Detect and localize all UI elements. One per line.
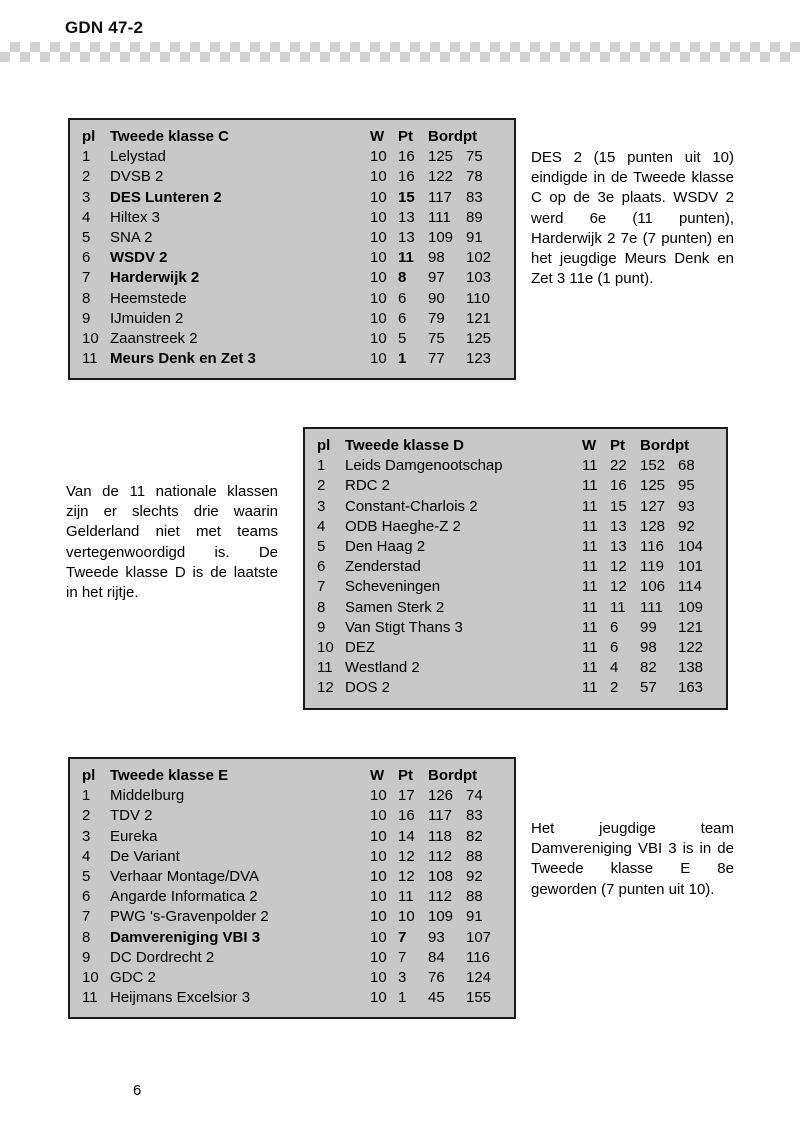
cell-bordpunten-voor: 117: [428, 188, 452, 206]
cell-bordpunten-voor: 126: [428, 787, 454, 805]
cell-position: 3: [317, 497, 326, 515]
table-row: [82, 329, 504, 349]
cell-bordpunten-voor: 98: [640, 639, 657, 657]
cell-bordpunten-voor: 117: [428, 807, 452, 825]
cell-position: 4: [82, 208, 91, 226]
cell-position: 11: [82, 350, 98, 368]
note-klasse-c: DES 2 (15 punten uit 10) eindigde in de Tweede klasse C op de 3e plaats. WSDV 2 werd 6e (11 punten), Harderwijk 2 7e (7 punten) en het jeugdige Meurs Denk en Zet 3 11e (1 punt).: [531, 149, 734, 288]
cell-team: Verhaar Montage/DVA: [110, 868, 259, 886]
table-row: [317, 618, 716, 638]
cell-bordpunten-voor: 118: [428, 827, 452, 845]
cell-bordpunten-voor: 84: [428, 948, 445, 966]
cell-wedstrijden: 10: [370, 289, 387, 307]
cell-position: 11: [82, 989, 98, 1007]
cell-punten: 1: [398, 350, 407, 368]
cell-bordpunten-tegen: 102: [466, 249, 492, 267]
cell-bordpunten-tegen: 91: [466, 229, 483, 247]
cell-wedstrijden: 10: [370, 148, 387, 166]
cell-punten: 13: [610, 538, 627, 556]
cell-bordpunten-voor: 127: [640, 497, 666, 515]
cell-bordpunten-tegen: 83: [466, 807, 483, 825]
cell-punten: 7: [398, 948, 407, 966]
cell-bordpunten-voor: 116: [640, 538, 664, 556]
table-row: [82, 847, 504, 867]
cell-bordpunten-tegen: 125: [466, 330, 492, 348]
cell-team: Samen Sterk 2: [345, 598, 445, 616]
table-row: [82, 309, 504, 329]
column-header-bordpt: Bordpt: [428, 767, 478, 784]
cell-bordpunten-tegen: 93: [678, 497, 695, 515]
cell-bordpunten-voor: 122: [428, 168, 454, 186]
cell-team: DC Dordrecht 2: [110, 948, 215, 966]
standings-grid: [317, 436, 716, 699]
column-header-pl: pl: [82, 128, 96, 145]
cell-bordpunten-tegen: 123: [466, 350, 492, 368]
cell-bordpunten-tegen: 78: [466, 168, 483, 186]
cell-bordpunten-tegen: 116: [466, 948, 490, 966]
cell-position: 12: [317, 679, 334, 697]
table-row: [82, 928, 504, 948]
cell-bordpunten-tegen: 104: [678, 538, 704, 556]
table-row: [82, 228, 504, 248]
cell-bordpunten-voor: 128: [640, 517, 666, 535]
column-header-pl: pl: [317, 437, 331, 454]
cell-team: PWG 's-Gravenpolder 2: [110, 908, 269, 926]
table-row: [317, 517, 716, 537]
cell-wedstrijden: 11: [582, 477, 598, 495]
cell-position: 5: [317, 538, 326, 556]
cell-wedstrijden: 11: [582, 639, 598, 657]
cell-wedstrijden: 10: [370, 847, 387, 865]
cell-position: 11: [317, 659, 333, 677]
cell-position: 5: [82, 868, 91, 886]
cell-punten: 11: [398, 888, 414, 906]
cell-team: ODB Haeghe-Z 2: [345, 517, 461, 535]
cell-team: DEZ: [345, 639, 375, 657]
cell-bordpunten-tegen: 107: [466, 928, 492, 946]
cell-bordpunten-tegen: 114: [678, 578, 702, 596]
column-header-w: W: [370, 128, 385, 145]
table-row: [317, 557, 716, 577]
cell-position: 2: [317, 477, 326, 495]
column-header-title: Tweede klasse E: [110, 767, 229, 784]
cell-punten: 13: [610, 517, 627, 535]
cell-team: SNA 2: [110, 229, 153, 247]
cell-position: 10: [82, 969, 99, 987]
cell-bordpunten-tegen: 75: [466, 148, 483, 166]
table-row: [82, 147, 504, 167]
cell-wedstrijden: 11: [582, 598, 598, 616]
cell-bordpunten-voor: 108: [428, 868, 454, 886]
cell-position: 6: [82, 249, 91, 267]
cell-bordpunten-tegen: 83: [466, 188, 483, 206]
table-row: [82, 827, 504, 847]
cell-bordpunten-voor: 90: [428, 289, 445, 307]
cell-position: 10: [317, 639, 334, 657]
cell-wedstrijden: 11: [582, 457, 598, 475]
cell-punten: 13: [398, 208, 415, 226]
cell-bordpunten-voor: 77: [428, 350, 445, 368]
cell-wedstrijden: 11: [582, 659, 598, 677]
cell-team: Zenderstad: [345, 558, 421, 576]
table-row: [82, 806, 504, 826]
cell-bordpunten-tegen: 121: [466, 309, 492, 327]
table-row: [82, 786, 504, 806]
cell-bordpunten-voor: 152: [640, 457, 666, 475]
cell-bordpunten-tegen: 82: [466, 827, 483, 845]
cell-bordpunten-tegen: 163: [678, 679, 704, 697]
cell-bordpunten-voor: 109: [428, 229, 454, 247]
cell-bordpunten-voor: 112: [428, 847, 452, 865]
cell-position: 1: [317, 457, 326, 475]
cell-team: Eureka: [110, 827, 158, 845]
cell-position: 9: [82, 948, 91, 966]
cell-wedstrijden: 10: [370, 928, 387, 946]
cell-wedstrijden: 10: [370, 249, 387, 267]
cell-punten: 12: [398, 868, 415, 886]
table-row: [317, 537, 716, 557]
cell-wedstrijden: 11: [582, 618, 598, 636]
cell-punten: 16: [398, 168, 415, 186]
cell-wedstrijden: 10: [370, 908, 387, 926]
checkered-divider: [0, 42, 800, 62]
cell-bordpunten-tegen: 88: [466, 847, 483, 865]
table-row: [317, 497, 716, 517]
cell-bordpunten-voor: 57: [640, 679, 657, 697]
cell-team: Constant-Charlois 2: [345, 497, 478, 515]
cell-punten: 15: [610, 497, 627, 515]
table-header-row: [82, 127, 504, 147]
cell-punten: 5: [398, 330, 407, 348]
cell-wedstrijden: 11: [582, 497, 598, 515]
cell-bordpunten-voor: 99: [640, 618, 657, 636]
cell-wedstrijden: 10: [370, 787, 387, 805]
note-klasse-e: Het jeugdige team Damvereniging VBI 3 is in de Tweede klasse E 8e geworden (7 punten uit 10).: [531, 820, 734, 898]
cell-position: 8: [317, 598, 326, 616]
cell-team: DES Lunteren 2: [110, 188, 222, 206]
cell-punten: 12: [610, 578, 627, 596]
table-row: [317, 658, 716, 678]
cell-wedstrijden: 10: [370, 807, 387, 825]
cell-punten: 6: [610, 618, 619, 636]
table-header-row: [317, 436, 716, 456]
cell-bordpunten-tegen: 155: [466, 989, 492, 1007]
cell-bordpunten-tegen: 110: [466, 289, 490, 307]
cell-position: 8: [82, 928, 91, 946]
cell-bordpunten-voor: 97: [428, 269, 445, 287]
page-header-title: GDN 47-2: [65, 18, 144, 37]
cell-wedstrijden: 10: [370, 269, 387, 287]
cell-bordpunten-tegen: 124: [466, 969, 492, 987]
cell-punten: 7: [398, 928, 407, 946]
cell-team: TDV 2: [110, 807, 153, 825]
cell-punten: 16: [398, 807, 415, 825]
cell-bordpunten-voor: 106: [640, 578, 666, 596]
cell-position: 7: [82, 908, 91, 926]
cell-position: 6: [82, 888, 91, 906]
cell-bordpunten-voor: 119: [640, 558, 664, 576]
cell-punten: 6: [610, 639, 619, 657]
cell-bordpunten-voor: 79: [428, 309, 445, 327]
cell-position: 4: [317, 517, 326, 535]
cell-bordpunten-tegen: 88: [466, 888, 483, 906]
cell-team: De Variant: [110, 847, 180, 865]
standings-grid: [82, 127, 504, 369]
cell-punten: 12: [610, 558, 627, 576]
cell-position: 8: [82, 289, 91, 307]
cell-bordpunten-voor: 82: [640, 659, 657, 677]
cell-punten: 10: [398, 908, 415, 926]
standings-table-klasse-d: [303, 427, 728, 710]
cell-punten: 14: [398, 827, 415, 845]
cell-team: GDC 2: [110, 969, 156, 987]
cell-bordpunten-tegen: 109: [678, 598, 704, 616]
cell-punten: 13: [398, 229, 415, 247]
table-body: [82, 147, 504, 369]
cell-wedstrijden: 11: [582, 558, 598, 576]
cell-bordpunten-tegen: 89: [466, 208, 483, 226]
cell-team: Westland 2: [345, 659, 420, 677]
cell-wedstrijden: 11: [582, 578, 598, 596]
cell-position: 4: [82, 847, 91, 865]
table-header-row: [82, 766, 504, 786]
cell-bordpunten-tegen: 138: [678, 659, 704, 677]
cell-team: Heemstede: [110, 289, 187, 307]
note-klasse-d: Van de 11 nationale klassen zijn er slechts drie waarin Gelderland niet met teams vertegenwoordigd is. De Tweede klasse D is de laatste in het rijtje.: [66, 483, 278, 602]
cell-punten: 16: [398, 148, 415, 166]
cell-punten: 11: [398, 249, 414, 267]
table-row: [82, 188, 504, 208]
table-row: [82, 948, 504, 968]
cell-punten: 22: [610, 457, 627, 475]
cell-wedstrijden: 10: [370, 309, 387, 327]
standings-table-klasse-c: [68, 118, 516, 380]
cell-punten: 3: [398, 969, 407, 987]
cell-team: Hiltex 3: [110, 208, 161, 226]
column-header-pt: Pt: [398, 128, 413, 145]
cell-bordpunten-voor: 125: [428, 148, 454, 166]
cell-team: Harderwijk 2: [110, 269, 200, 287]
column-header-w: W: [582, 437, 597, 454]
cell-wedstrijden: 10: [370, 827, 387, 845]
cell-position: 2: [82, 807, 91, 825]
cell-wedstrijden: 10: [370, 868, 387, 886]
page-number: 6: [133, 1082, 142, 1099]
cell-punten: 17: [398, 787, 415, 805]
cell-punten: 6: [398, 289, 407, 307]
cell-punten: 8: [398, 269, 407, 287]
cell-wedstrijden: 10: [370, 969, 387, 987]
cell-bordpunten-voor: 125: [640, 477, 666, 495]
cell-wedstrijden: 10: [370, 330, 387, 348]
cell-bordpunten-voor: 109: [428, 908, 454, 926]
cell-position: 10: [82, 330, 99, 348]
column-header-w: W: [370, 767, 385, 784]
table-row: [82, 167, 504, 187]
table-row: [317, 456, 716, 476]
cell-position: 5: [82, 229, 91, 247]
table-row: [317, 577, 716, 597]
cell-bordpunten-tegen: 101: [678, 558, 704, 576]
table-row: [317, 678, 716, 698]
cell-bordpunten-tegen: 74: [466, 787, 483, 805]
cell-position: 1: [82, 148, 91, 166]
cell-position: 9: [82, 309, 91, 327]
cell-position: 1: [82, 787, 91, 805]
cell-team: Heijmans Excelsior 3: [110, 989, 251, 1007]
cell-wedstrijden: 10: [370, 350, 387, 368]
cell-bordpunten-voor: 98: [428, 249, 445, 267]
standings-table-klasse-e: [68, 757, 516, 1019]
table-row: [82, 887, 504, 907]
cell-wedstrijden: 10: [370, 888, 387, 906]
column-header-title: Tweede klasse D: [345, 437, 464, 454]
table-row: [82, 289, 504, 309]
cell-team: Middelburg: [110, 787, 185, 805]
cell-bordpunten-tegen: 121: [678, 618, 704, 636]
table-row: [82, 867, 504, 887]
column-header-bordpt: Bordpt: [640, 437, 690, 454]
cell-position: 7: [82, 269, 91, 287]
cell-punten: 2: [610, 679, 619, 697]
cell-punten: 16: [610, 477, 627, 495]
cell-wedstrijden: 11: [582, 517, 598, 535]
cell-bordpunten-voor: 76: [428, 969, 445, 987]
column-header-pl: pl: [82, 767, 96, 784]
column-header-pt: Pt: [398, 767, 413, 784]
table-row: [82, 968, 504, 988]
cell-wedstrijden: 10: [370, 989, 387, 1007]
cell-position: 6: [317, 558, 326, 576]
cell-team: IJmuiden 2: [110, 309, 184, 327]
column-header-bordpt: Bordpt: [428, 128, 478, 145]
cell-bordpunten-tegen: 103: [466, 269, 492, 287]
table-row: [82, 208, 504, 228]
cell-wedstrijden: 11: [582, 679, 598, 697]
cell-bordpunten-voor: 45: [428, 989, 445, 1007]
cell-bordpunten-voor: 112: [428, 888, 452, 906]
cell-bordpunten-tegen: 95: [678, 477, 695, 495]
cell-wedstrijden: 11: [582, 538, 598, 556]
cell-team: Scheveningen: [345, 578, 441, 596]
cell-wedstrijden: 10: [370, 948, 387, 966]
cell-wedstrijden: 10: [370, 188, 387, 206]
cell-team: Den Haag 2: [345, 538, 426, 556]
cell-bordpunten-tegen: 91: [466, 908, 483, 926]
column-header-pt: Pt: [610, 437, 625, 454]
cell-team: Damvereniging VBI 3: [110, 928, 261, 946]
table-row: [82, 907, 504, 927]
table-row: [82, 268, 504, 288]
cell-bordpunten-voor: 75: [428, 330, 445, 348]
cell-position: 2: [82, 168, 91, 186]
cell-bordpunten-voor: 111: [640, 598, 663, 616]
cell-team: Leids Damgenootschap: [345, 457, 503, 475]
table-row: [82, 248, 504, 268]
cell-position: 7: [317, 578, 326, 596]
cell-punten: 1: [398, 989, 407, 1007]
cell-team: Lelystad: [110, 148, 166, 166]
cell-team: Angarde Informatica 2: [110, 888, 258, 906]
cell-bordpunten-tegen: 122: [678, 639, 704, 657]
cell-team: WSDV 2: [110, 249, 168, 267]
cell-bordpunten-voor: 93: [428, 928, 445, 946]
cell-punten: 12: [398, 847, 415, 865]
cell-team: Zaanstreek 2: [110, 330, 198, 348]
cell-punten: 11: [610, 598, 626, 616]
column-header-title: Tweede klasse C: [110, 128, 229, 145]
cell-position: 3: [82, 827, 91, 845]
cell-team: Van Stigt Thans 3: [345, 618, 463, 636]
cell-team: DOS 2: [345, 679, 391, 697]
table-row: [317, 598, 716, 618]
cell-bordpunten-tegen: 92: [466, 868, 483, 886]
table-row: [82, 988, 504, 1008]
cell-wedstrijden: 10: [370, 168, 387, 186]
cell-team: RDC 2: [345, 477, 391, 495]
cell-team: Meurs Denk en Zet 3: [110, 350, 256, 368]
cell-position: 3: [82, 188, 91, 206]
cell-bordpunten-voor: 111: [428, 208, 451, 226]
cell-position: 9: [317, 618, 326, 636]
standings-grid: [82, 766, 504, 1008]
cell-punten: 15: [398, 188, 415, 206]
table-row: [317, 476, 716, 496]
table-row: [317, 638, 716, 658]
cell-punten: 4: [610, 659, 619, 677]
table-body: [82, 786, 504, 1008]
table-body: [317, 456, 716, 698]
cell-bordpunten-tegen: 92: [678, 517, 695, 535]
cell-wedstrijden: 10: [370, 208, 387, 226]
table-row: [82, 349, 504, 369]
cell-punten: 6: [398, 309, 407, 327]
cell-bordpunten-tegen: 68: [678, 457, 695, 475]
cell-team: DVSB 2: [110, 168, 164, 186]
cell-wedstrijden: 10: [370, 229, 387, 247]
